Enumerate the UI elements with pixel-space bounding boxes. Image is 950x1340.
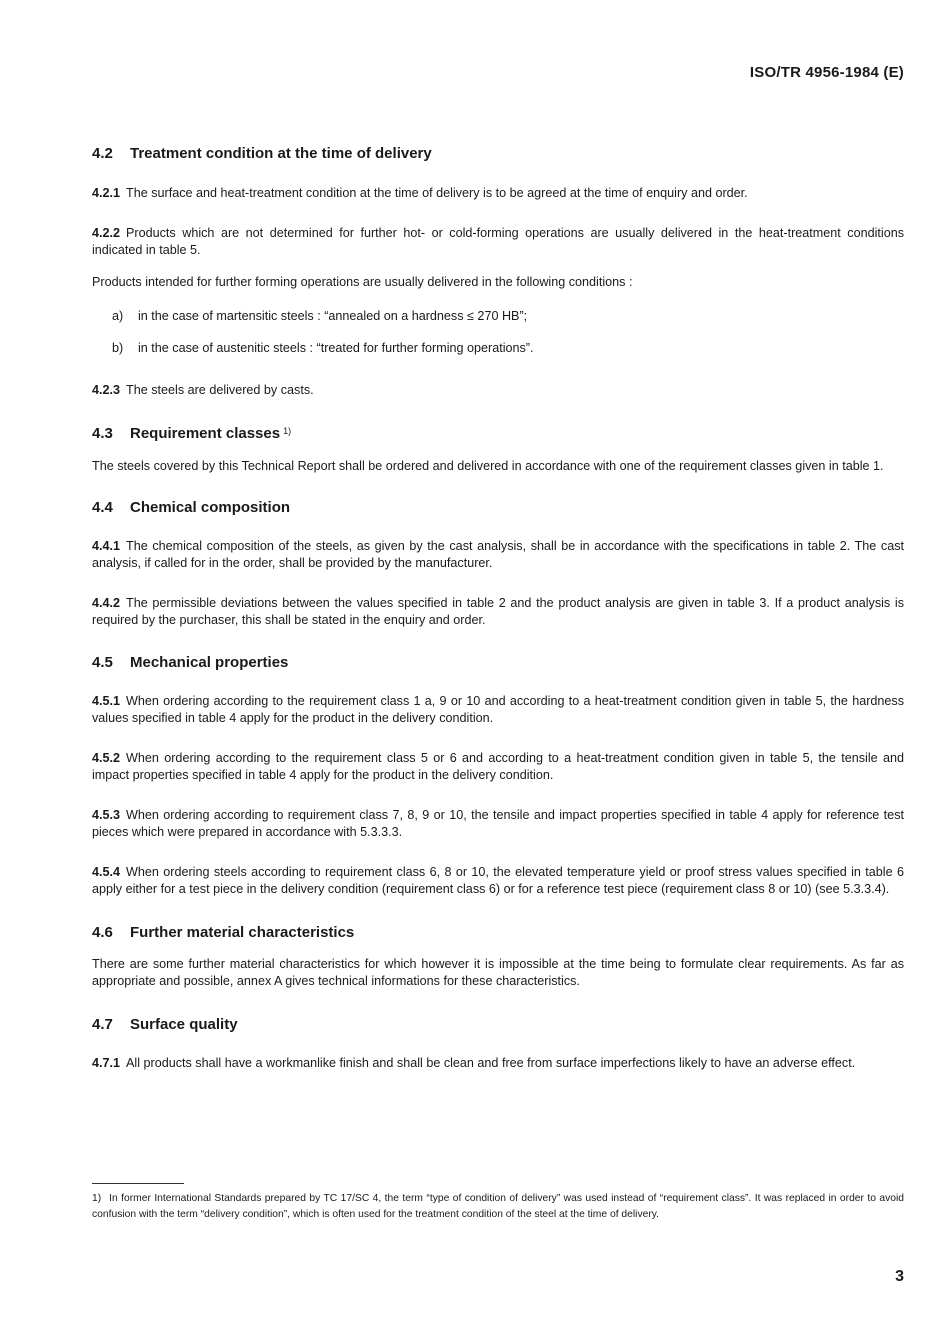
paragraph-requirement-classes: The steels covered by this Technical Report shall be ordered and delivered in accordance with one of the requirement classes given in table 1. [92,459,884,473]
clause-number: 4.5.4 [92,865,121,879]
document-identifier: ISO/TR 4956-1984 (E) [749,64,904,81]
list-item-text: in the case of martensitic steels : “annealed on a hardness ≤ 270 HB”; [138,309,528,323]
clause-text: The permissible deviations between the values specified in table 2 and the product analysis are given in table 3. If a product analysis is required by the purchaser, this shall be stated in the enquiry and order. [92,596,904,627]
section-number: 4.7 [92,1016,113,1033]
section-heading-4-6 [92,924,904,941]
clause-4-7-1 [92,1055,904,1072]
paragraph-further-characteristics: There are some further material characteristics for which however it is impossible at the time being to formulate clear requirements. As far as appropriate and possible, annex A gives technical informations for these characteristics. [92,957,904,988]
section-title: Treatment condition at the time of delivery [130,145,432,162]
section-heading-4-2 [92,145,904,162]
clause-4-2-2 [92,225,904,259]
section-heading-4-5 [92,654,904,671]
clause-text: Products which are not determined for further hot- or cold-forming operations are usually delivered in the heat-treatment conditions indicated in table 5. [92,226,904,257]
footnote-number: 1) [92,1193,102,1204]
section-number: 4.3 [92,425,113,442]
list-marker: a) [112,309,124,323]
clause-number: 4.4.1 [92,539,121,553]
clause-number: 4.5.2 [92,751,121,765]
clause-number: 4.5.3 [92,808,121,822]
clause-text: When ordering according to requirement class 7, 8, 9 or 10, the tensile and impact properties specified in table 4 apply for reference test pieces which were prepared in accordance with 5.3.3.3. [92,808,904,839]
clause-4-5-3 [92,807,904,841]
section-heading-4-7 [92,1016,904,1033]
clause-number: 4.2.2 [92,226,121,240]
section-title: Chemical composition [130,499,291,516]
paragraph-forming-intro: Products intended for further forming operations are usually delivered in the following conditions : [92,275,633,289]
clause-number: 4.5.1 [92,694,121,708]
clause-4-5-2 [92,750,904,784]
section-heading-4-4 [92,499,904,516]
clause-text: The surface and heat-treatment condition at the time of delivery is to be agreed at the time of enquiry and order. [126,186,748,200]
list-item-b [92,340,904,357]
list-item-text: in the case of austenitic steels : “treated for further forming operations”. [138,341,534,355]
section-number: 4.5 [92,654,113,671]
clause-number: 4.7.1 [92,1056,121,1070]
footnote-separator [92,1183,184,1184]
main-content [92,145,904,1072]
clause-text: When ordering steels according to requirement class 6, 8 or 10, the elevated temperature yield or proof stress values specified in table 6 apply either for a test piece in the delivery condition (requirement class 6) or for a reference test piece (requirement class 8 or 10) (see 5.3.3.4). [92,865,904,896]
clause-text: The chemical composition of the steels, as given by the cast analysis, shall be in accordance with the specifications in table 2. The cast analysis, if called for in the order, shall be provided by the manufacturer. [92,539,904,570]
clause-4-4-1 [92,538,904,572]
page-number: 3 [895,1268,904,1285]
footnote-reference: 1) [283,426,292,436]
section-title: Surface quality [130,1016,238,1033]
clause-4-2-1 [92,185,904,202]
clause-text: When ordering according to the requirement class 1 a, 9 or 10 and according to a heat-treatment condition given in table 5, the hardness values specified in table 4 apply for the product in the delivery condition. [92,694,904,725]
section-number: 4.2 [92,145,113,162]
section-title: Requirement classes [130,425,281,442]
clause-text: The steels are delivered by casts. [126,383,314,397]
clause-number: 4.2.3 [92,383,121,397]
clause-4-4-2 [92,595,904,629]
list-item-a [92,308,904,325]
footnote-text: In former International Standards prepared by TC 17/SC 4, the term “type of condition of delivery” was used instead of “requirement class”. It was replaced in order to avoid confusion with the term “delivery condition”, which is often used for the treatment condition of the steel at the time of delivery. [92,1193,904,1220]
section-title: Further material characteristics [130,924,355,941]
clause-number: 4.2.1 [92,186,121,200]
section-number: 4.6 [92,924,113,941]
footnote-1 [92,1191,904,1222]
clause-4-5-1 [92,693,904,727]
clause-4-2-3 [92,382,904,399]
section-title: Mechanical properties [130,654,289,671]
clause-text: All products shall have a workmanlike finish and shall be clean and free from surface imperfections likely to have an adverse effect. [126,1056,856,1070]
list-marker: b) [112,341,124,355]
clause-text: When ordering according to the requirement class 5 or 6 and according to a heat-treatment condition given in table 5, the tensile and impact properties specified in table 4 apply for the product in the delivery condition. [92,751,904,782]
clause-4-5-4 [92,864,904,898]
section-number: 4.4 [92,499,113,516]
section-heading-4-3 [92,425,904,442]
clause-number: 4.4.2 [92,596,121,610]
